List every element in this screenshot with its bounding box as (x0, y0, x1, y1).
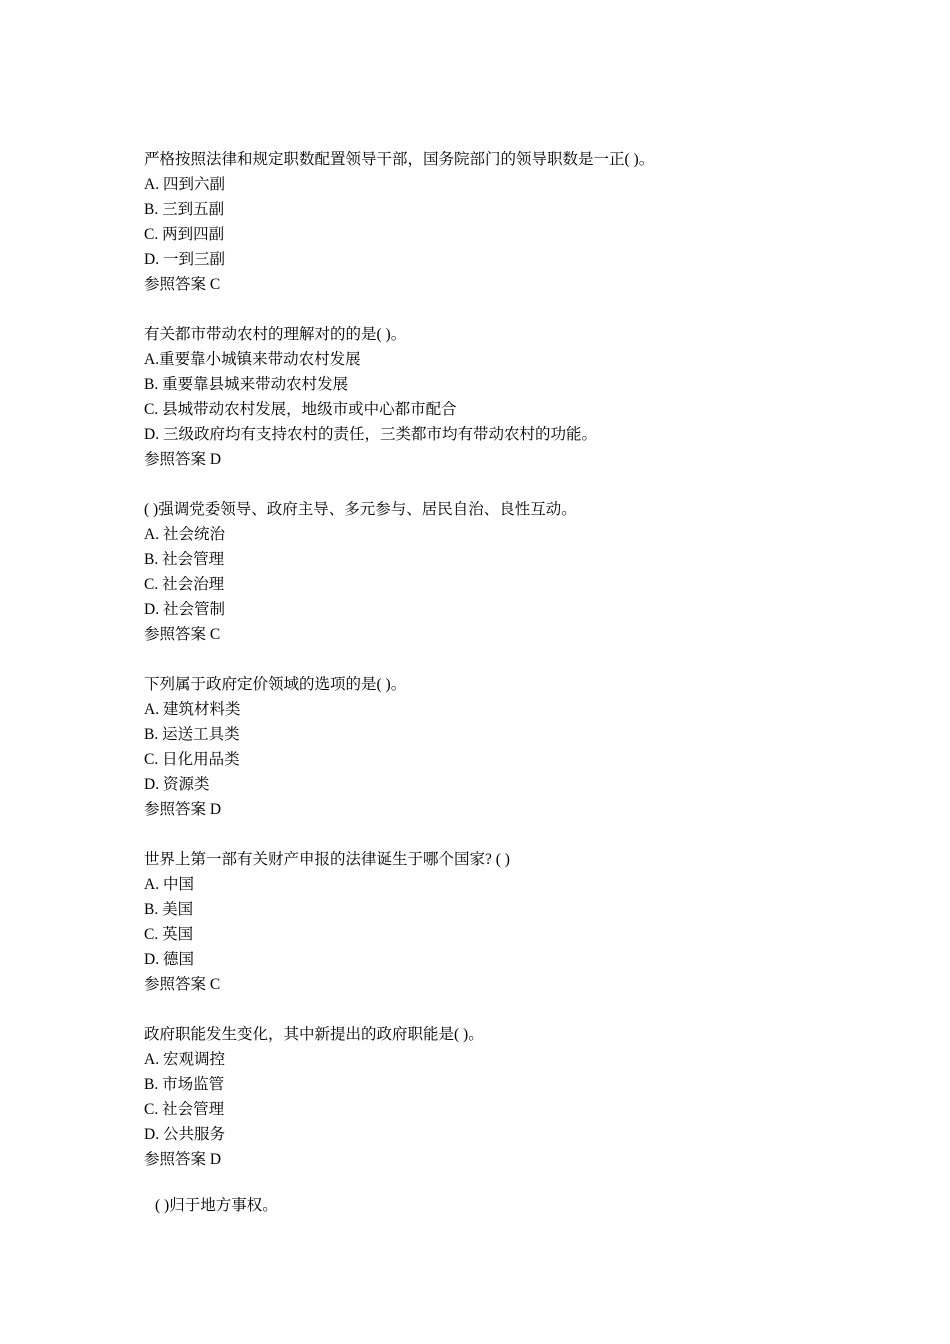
option-a: A.重要靠小城镇来带动农村发展 (144, 351, 361, 368)
option-b: B. 美国 (144, 901, 194, 918)
option-a: A. 社会统治 (144, 526, 225, 543)
question-block (144, 847, 904, 997)
option-c: C. 社会治理 (144, 576, 225, 593)
question-stem: 有关都市带动农村的理解对的的是( )。 (144, 326, 407, 343)
question-stem: 世界上第一部有关财产申报的法律诞生于哪个国家? ( ) (144, 851, 510, 868)
question-stem: ( )强调党委领导、政府主导、多元参与、居民自治、良性互动。 (144, 501, 577, 518)
reference-answer: 参照答案 C (144, 976, 221, 993)
reference-answer: 参照答案 C (144, 276, 221, 293)
option-a: A. 中国 (144, 876, 194, 893)
option-d: D. 资源类 (144, 776, 210, 793)
reference-answer: 参照答案 C (144, 626, 221, 643)
option-c: C. 县城带动农村发展，地级市或中心都市配合 (144, 401, 457, 418)
option-c: C. 社会管理 (144, 1101, 225, 1118)
reference-answer: 参照答案 D (144, 801, 222, 818)
question-block (144, 147, 904, 297)
question-stem: 下列属于政府定价领域的选项的是( )。 (144, 676, 407, 693)
document-page (144, 147, 904, 1197)
question-block (144, 497, 904, 647)
option-a: A. 建筑材料类 (144, 701, 241, 718)
option-d: D. 德国 (144, 951, 194, 968)
question-stem-last: ( )归于地方事权。 (155, 1197, 278, 1214)
question-stem: 严格按照法律和规定职数配置领导干部，国务院部门的领导职数是一正( )。 (144, 151, 655, 168)
option-b: B. 三到五副 (144, 201, 225, 218)
option-d: D. 公共服务 (144, 1126, 225, 1143)
option-a: A. 四到六副 (144, 176, 225, 193)
reference-answer: 参照答案 D (144, 1151, 222, 1168)
option-b: B. 重要靠县城来带动农村发展 (144, 376, 349, 393)
option-b: B. 社会管理 (144, 551, 225, 568)
option-c: C. 日化用品类 (144, 751, 240, 768)
option-d: D. 社会管制 (144, 601, 225, 618)
option-c: C. 英国 (144, 926, 194, 943)
option-b: B. 运送工具类 (144, 726, 240, 743)
option-b: B. 市场监管 (144, 1076, 225, 1093)
option-c: C. 两到四副 (144, 226, 225, 243)
reference-answer: 参照答案 D (144, 451, 222, 468)
question-block (144, 1022, 904, 1172)
option-a: A. 宏观调控 (144, 1051, 225, 1068)
question-block (144, 322, 904, 472)
question-block (144, 672, 904, 822)
option-d: D. 三级政府均有支持农村的责任，三类都市均有带动农村的功能。 (144, 426, 597, 443)
option-d: D. 一到三副 (144, 251, 225, 268)
question-stem: 政府职能发生变化，其中新提出的政府职能是( )。 (144, 1026, 484, 1043)
